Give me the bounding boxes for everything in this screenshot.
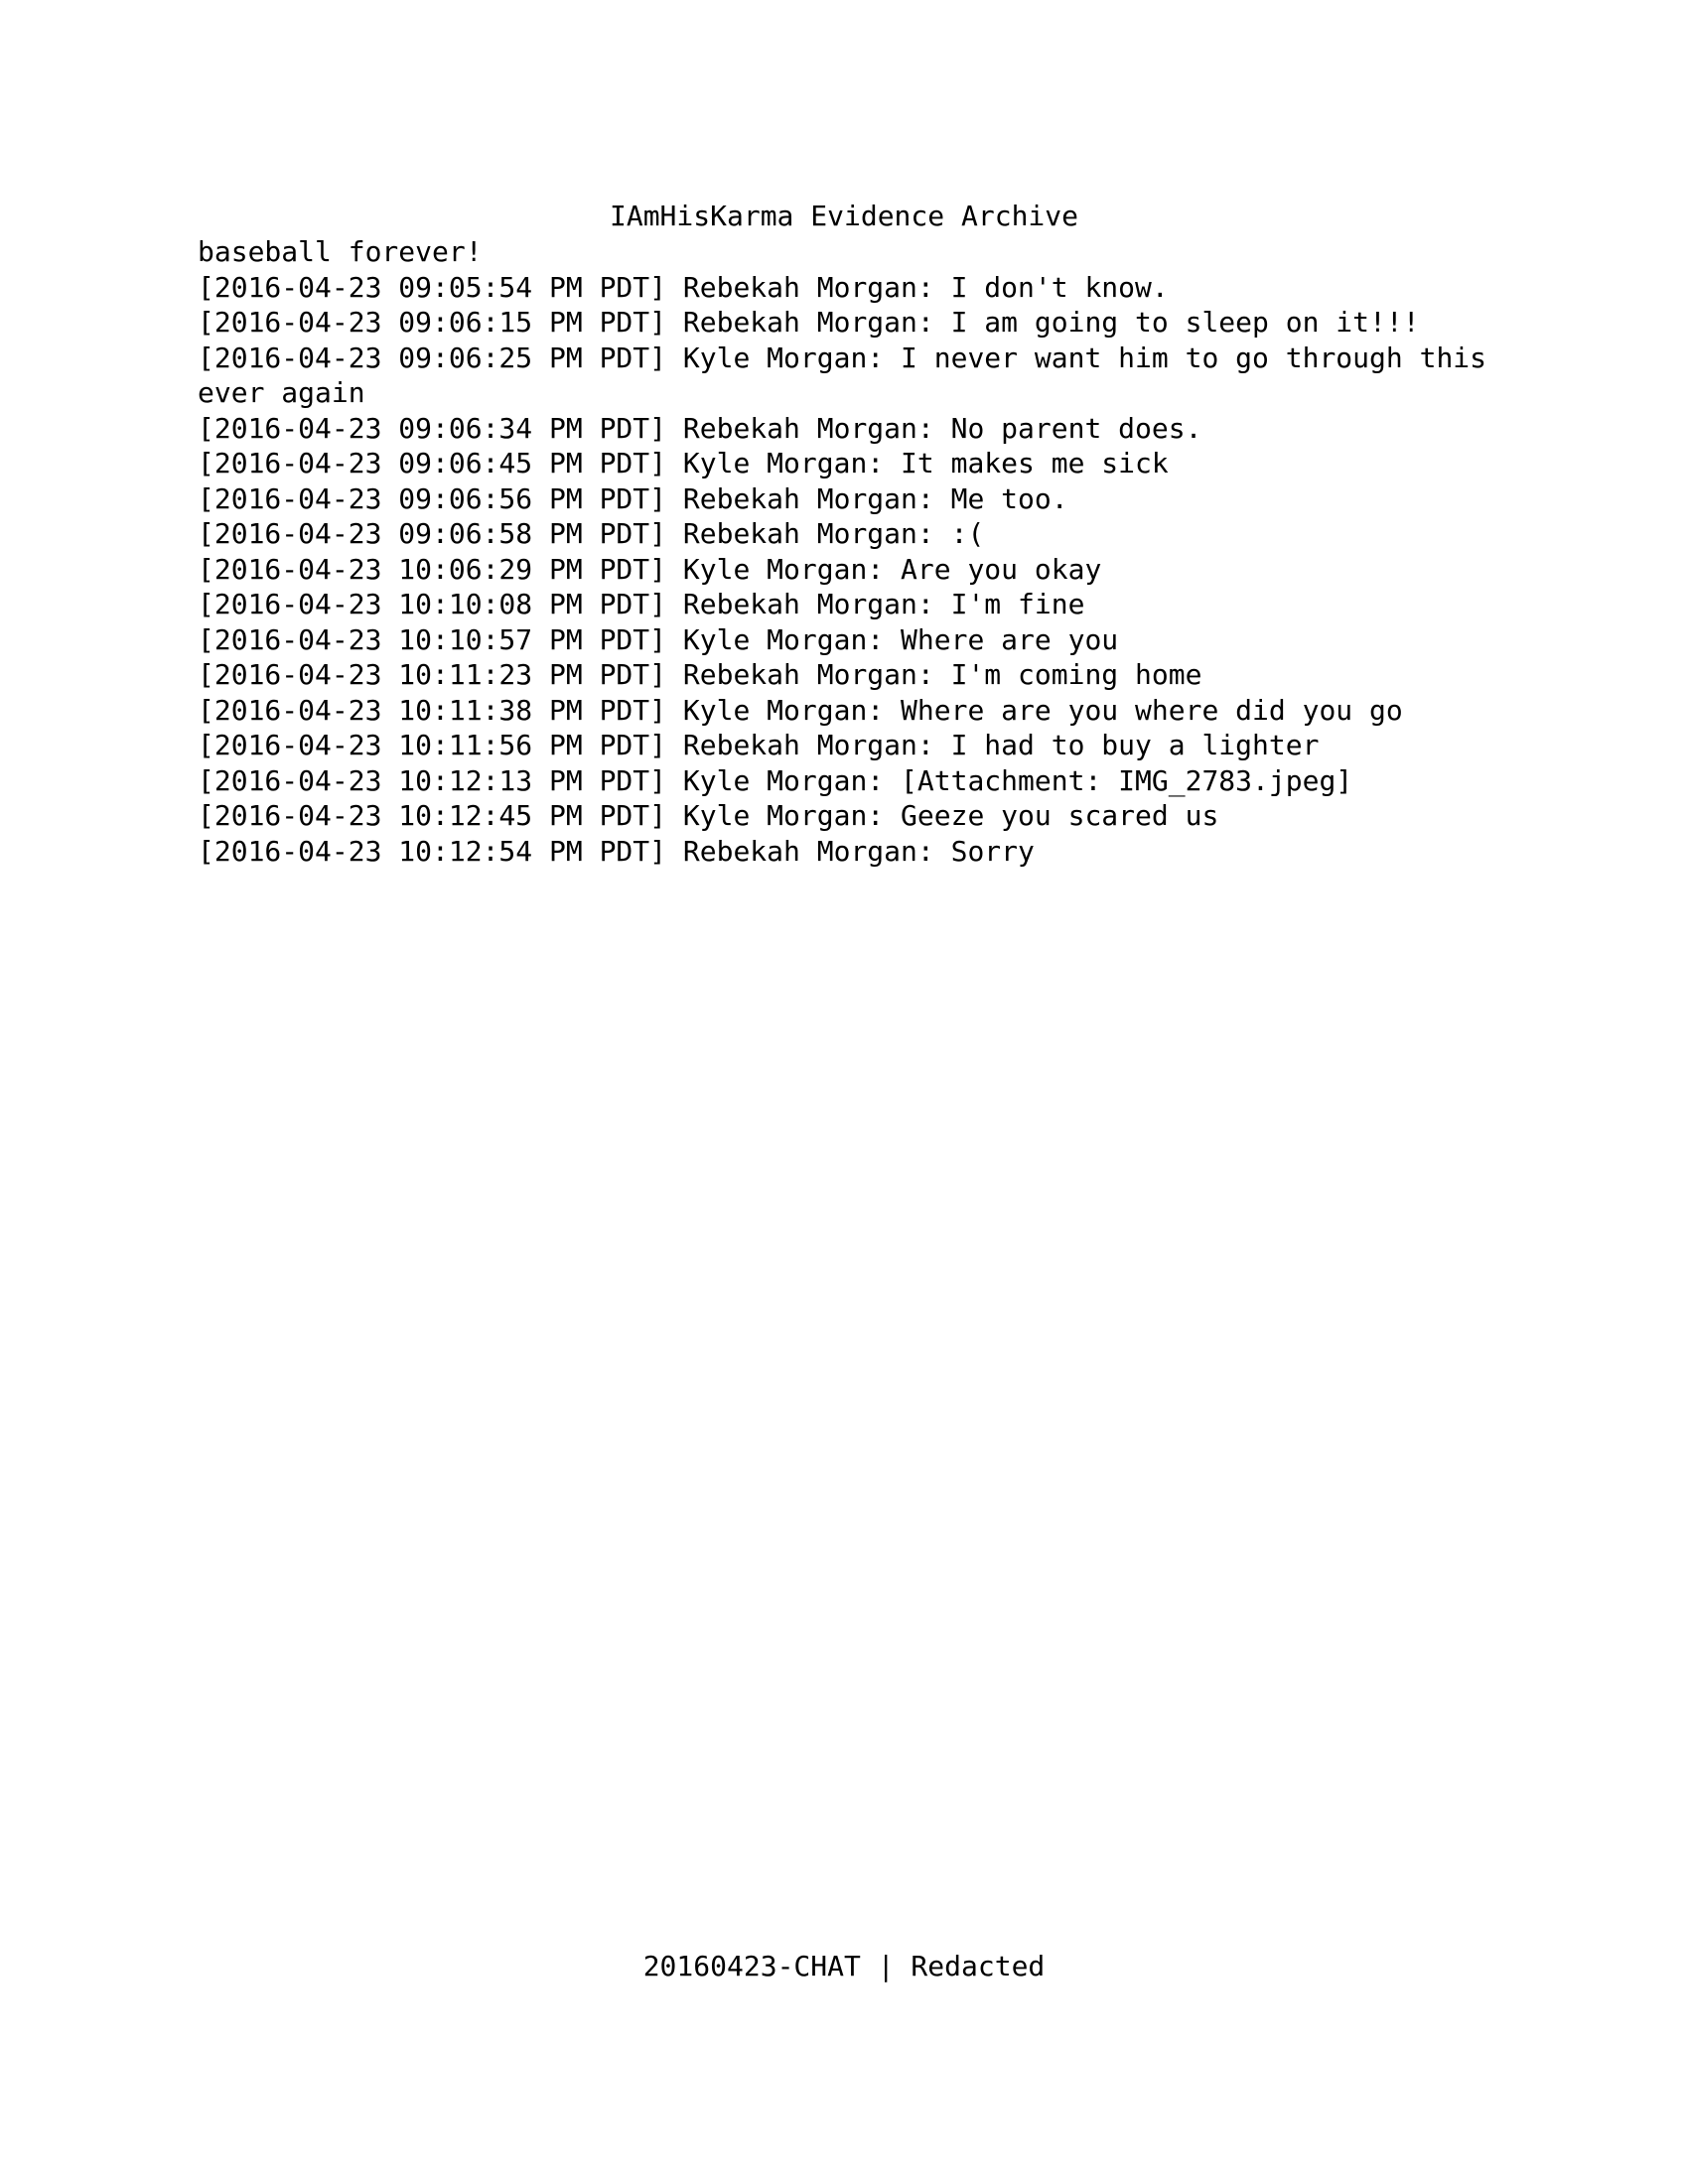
chat-line: [2016-04-23 09:06:45 PM PDT] Kyle Morgan: It makes me sick — [198, 447, 1169, 479]
chat-line: [2016-04-23 09:06:25 PM PDT] Kyle Morgan: I never want him to go through this ever again — [198, 341, 1503, 409]
page-title: IAmHisKarma Evidence Archive — [609, 200, 1078, 232]
chat-line: [2016-04-23 09:06:15 PM PDT] Rebekah Morgan: I am going to sleep on it!!! — [198, 306, 1420, 339]
chat-line: [2016-04-23 09:05:54 PM PDT] Rebekah Morgan: I don't know. — [198, 270, 1169, 304]
chat-line: [2016-04-23 10:11:38 PM PDT] Kyle Morgan: Where are you where did you go — [198, 693, 1403, 727]
chat-line: [2016-04-23 09:06:58 PM PDT] Rebekah Morgan: :( — [198, 517, 985, 550]
chat-line: [2016-04-23 10:10:08 PM PDT] Rebekah Morgan: I'm fine — [198, 588, 1085, 620]
chat-line: [2016-04-23 09:06:34 PM PDT] Rebekah Morgan: No parent does. — [198, 411, 1202, 445]
chat-log — [198, 234, 1508, 869]
chat-line: [2016-04-23 10:11:56 PM PDT] Rebekah Morgan: I had to buy a lighter — [198, 729, 1320, 761]
chat-line: [2016-04-23 10:10:57 PM PDT] Kyle Morgan: Where are you — [198, 622, 1119, 656]
chat-line: [2016-04-23 10:12:13 PM PDT] Kyle Morgan: [Attachment: IMG_2783.jpeg] — [198, 763, 1353, 797]
chat-line: [2016-04-23 10:06:29 PM PDT] Kyle Morgan: Are you okay — [198, 552, 1102, 586]
chat-line: [2016-04-23 09:06:56 PM PDT] Rebekah Morgan: Me too. — [198, 481, 1068, 515]
chat-line: [2016-04-23 10:11:23 PM PDT] Rebekah Morgan: I'm coming home — [198, 658, 1202, 691]
chat-line: [2016-04-23 10:12:54 PM PDT] Rebekah Morgan: Sorry — [198, 834, 1035, 868]
chat-line: baseball forever! — [198, 235, 483, 268]
page-footer: 20160423-CHAT | Redacted — [642, 1950, 1046, 1982]
chat-line: [2016-04-23 10:12:45 PM PDT] Kyle Morgan: Geeze you scared us — [198, 799, 1219, 832]
